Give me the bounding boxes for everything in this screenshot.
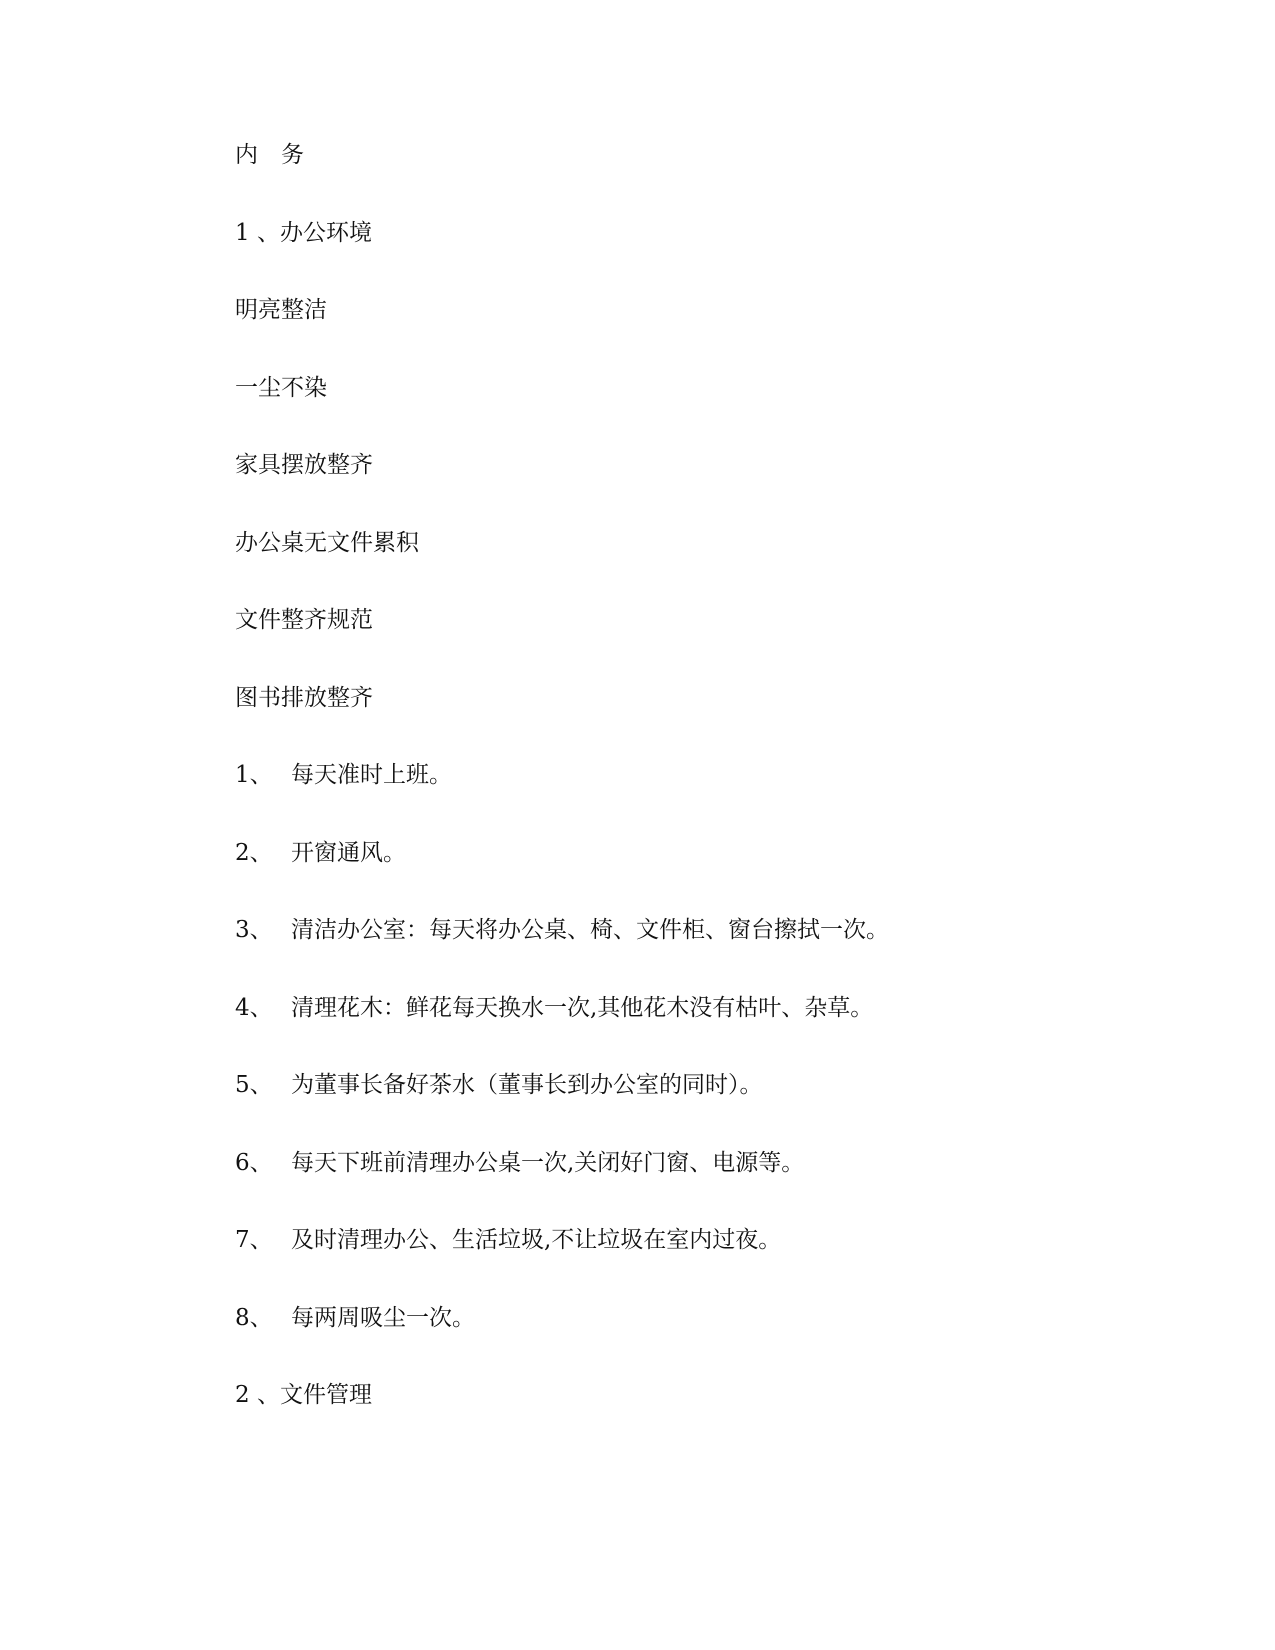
item-text: 清理花木：鲜花每天换水一次,其他花木没有枯叶、杂草。 <box>291 994 874 1021</box>
numbered-item <box>235 993 1135 1071</box>
numbered-item <box>235 1225 1135 1303</box>
item-number: 7、 <box>235 1227 273 1253</box>
item-text: 清洁办公室：每天将办公桌、椅、文件柜、窗台擦拭一次。 <box>291 917 889 943</box>
numbered-item <box>235 1070 1135 1148</box>
item-number: 4、 <box>235 994 273 1021</box>
list-item: 明亮整洁 <box>235 297 327 323</box>
item-text: 开窗通风。 <box>291 839 406 866</box>
list-item: 一尘不染 <box>235 374 327 401</box>
item-text: 每天准时上班。 <box>291 762 452 788</box>
list-item: 家具摆放整齐 <box>235 452 373 478</box>
section-heading-file-management: 2 、文件管理 <box>235 1382 372 1408</box>
list-item: 办公桌无文件累积 <box>235 529 419 556</box>
list-item: 文件整齐规范 <box>235 607 373 633</box>
item-number: 2、 <box>235 839 273 866</box>
item-text: 及时清理办公、生活垃圾,不让垃圾在室内过夜。 <box>291 1227 782 1253</box>
numbered-item <box>235 838 1135 916</box>
item-number: 6、 <box>235 1149 273 1176</box>
item-text: 为董事长备好茶水（董事长到办公室的同时）。 <box>291 1072 763 1098</box>
item-number: 8、 <box>235 1304 273 1331</box>
list-item: 图书排放整齐 <box>235 684 373 711</box>
item-text: 每天下班前清理办公桌一次,关闭好门窗、电源等。 <box>291 1149 805 1176</box>
section-heading-office-environment: 1 、办公环境 <box>235 219 372 246</box>
document-title: 内 务 <box>235 142 304 168</box>
document-body <box>235 140 1135 1458</box>
item-text: 每两周吸尘一次。 <box>291 1304 475 1331</box>
item-number: 5、 <box>235 1072 273 1098</box>
item-number: 3、 <box>235 917 273 943</box>
numbered-item <box>235 915 1135 993</box>
numbered-item <box>235 760 1135 838</box>
numbered-item <box>235 1148 1135 1226</box>
item-number: 1、 <box>235 762 273 788</box>
numbered-item <box>235 1303 1135 1381</box>
